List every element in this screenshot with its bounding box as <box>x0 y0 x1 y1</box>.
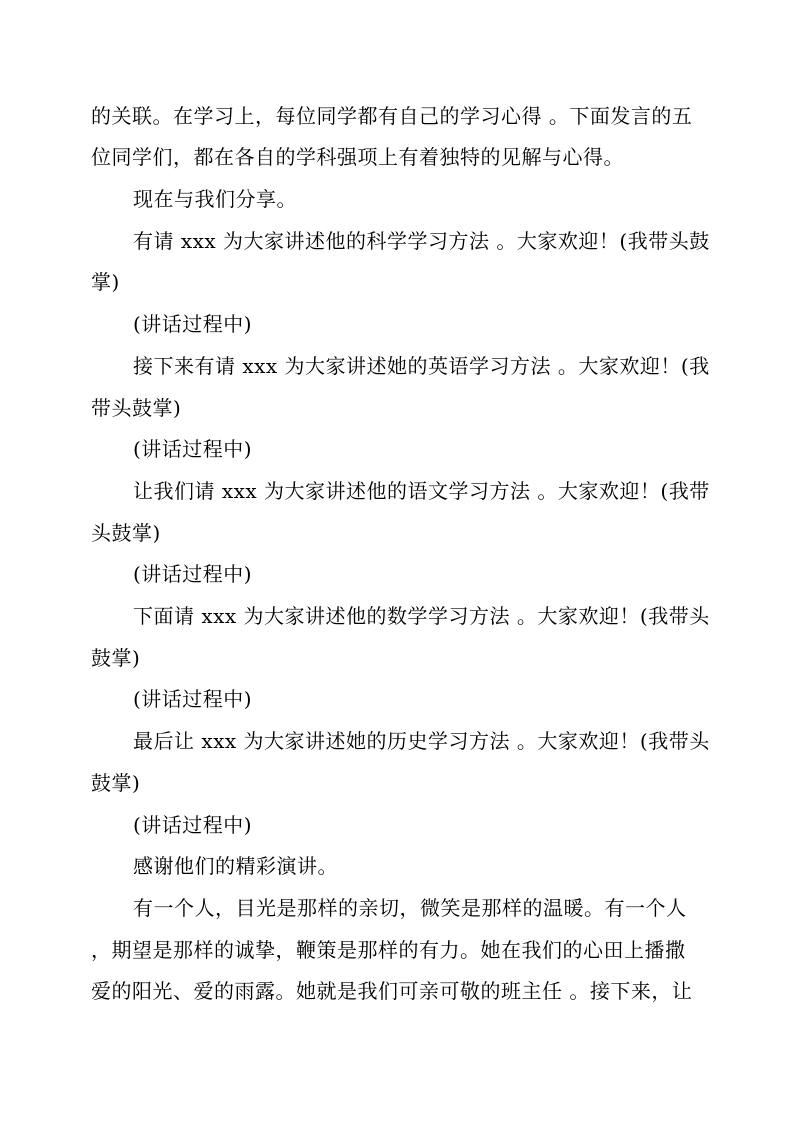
body-text-line: 爱的阳光、爱的雨露。她就是我们可亲可敬的班主任 。接下来，让 <box>91 979 693 1003</box>
body-text-line: (讲话过程中) <box>133 562 253 586</box>
body-text-line: 带头鼓掌) <box>91 396 182 420</box>
body-text-line: 有一个人，目光是那样的亲切，微笑是那样的温暖。有一个人 <box>133 896 687 920</box>
body-text-line: 有请 xxx 为大家讲述他的科学学习方法 。大家欢迎！(我带头鼓 <box>133 229 710 253</box>
body-text-line: 最后让 xxx 为大家讲述她的历史学习方法 。大家欢迎！(我带头 <box>133 729 710 753</box>
body-text-line: 的关联。在学习上，每位同学都有自己的学习心得 。下面发言的五 <box>91 104 693 128</box>
body-text-line: (讲话过程中) <box>133 687 253 711</box>
body-text-line: (讲话过程中) <box>133 813 253 837</box>
body-text-line: 掌) <box>91 270 120 294</box>
body-text-line: ，期望是那样的诚挚，鞭策是那样的有力。她在我们的心田上播撒 <box>91 938 686 962</box>
body-text-line: 接下来有请 xxx 为大家讲述她的英语学习方法 。大家欢迎！(我 <box>133 354 710 378</box>
body-text-line: 让我们请 xxx 为大家讲述他的语文学习方法 。大家欢迎！(我带 <box>133 479 710 503</box>
body-text-line: (讲话过程中) <box>133 312 253 336</box>
body-text-line: 位同学们，都在各自的学科强项上有着独特的见解与心得。 <box>91 145 624 169</box>
body-text-line: 下面请 xxx 为大家讲述他的数学学习方法 。大家欢迎！(我带头 <box>133 604 710 628</box>
body-text-line: 鼓掌) <box>91 646 141 670</box>
body-text-line: 现在与我们分享。 <box>133 187 297 211</box>
body-text-line: (讲话过程中) <box>133 437 253 461</box>
body-text-line: 头鼓掌) <box>91 521 161 545</box>
body-text-line: 感谢他们的精彩演讲。 <box>133 854 338 878</box>
body-text-line: 鼓掌) <box>91 771 141 795</box>
